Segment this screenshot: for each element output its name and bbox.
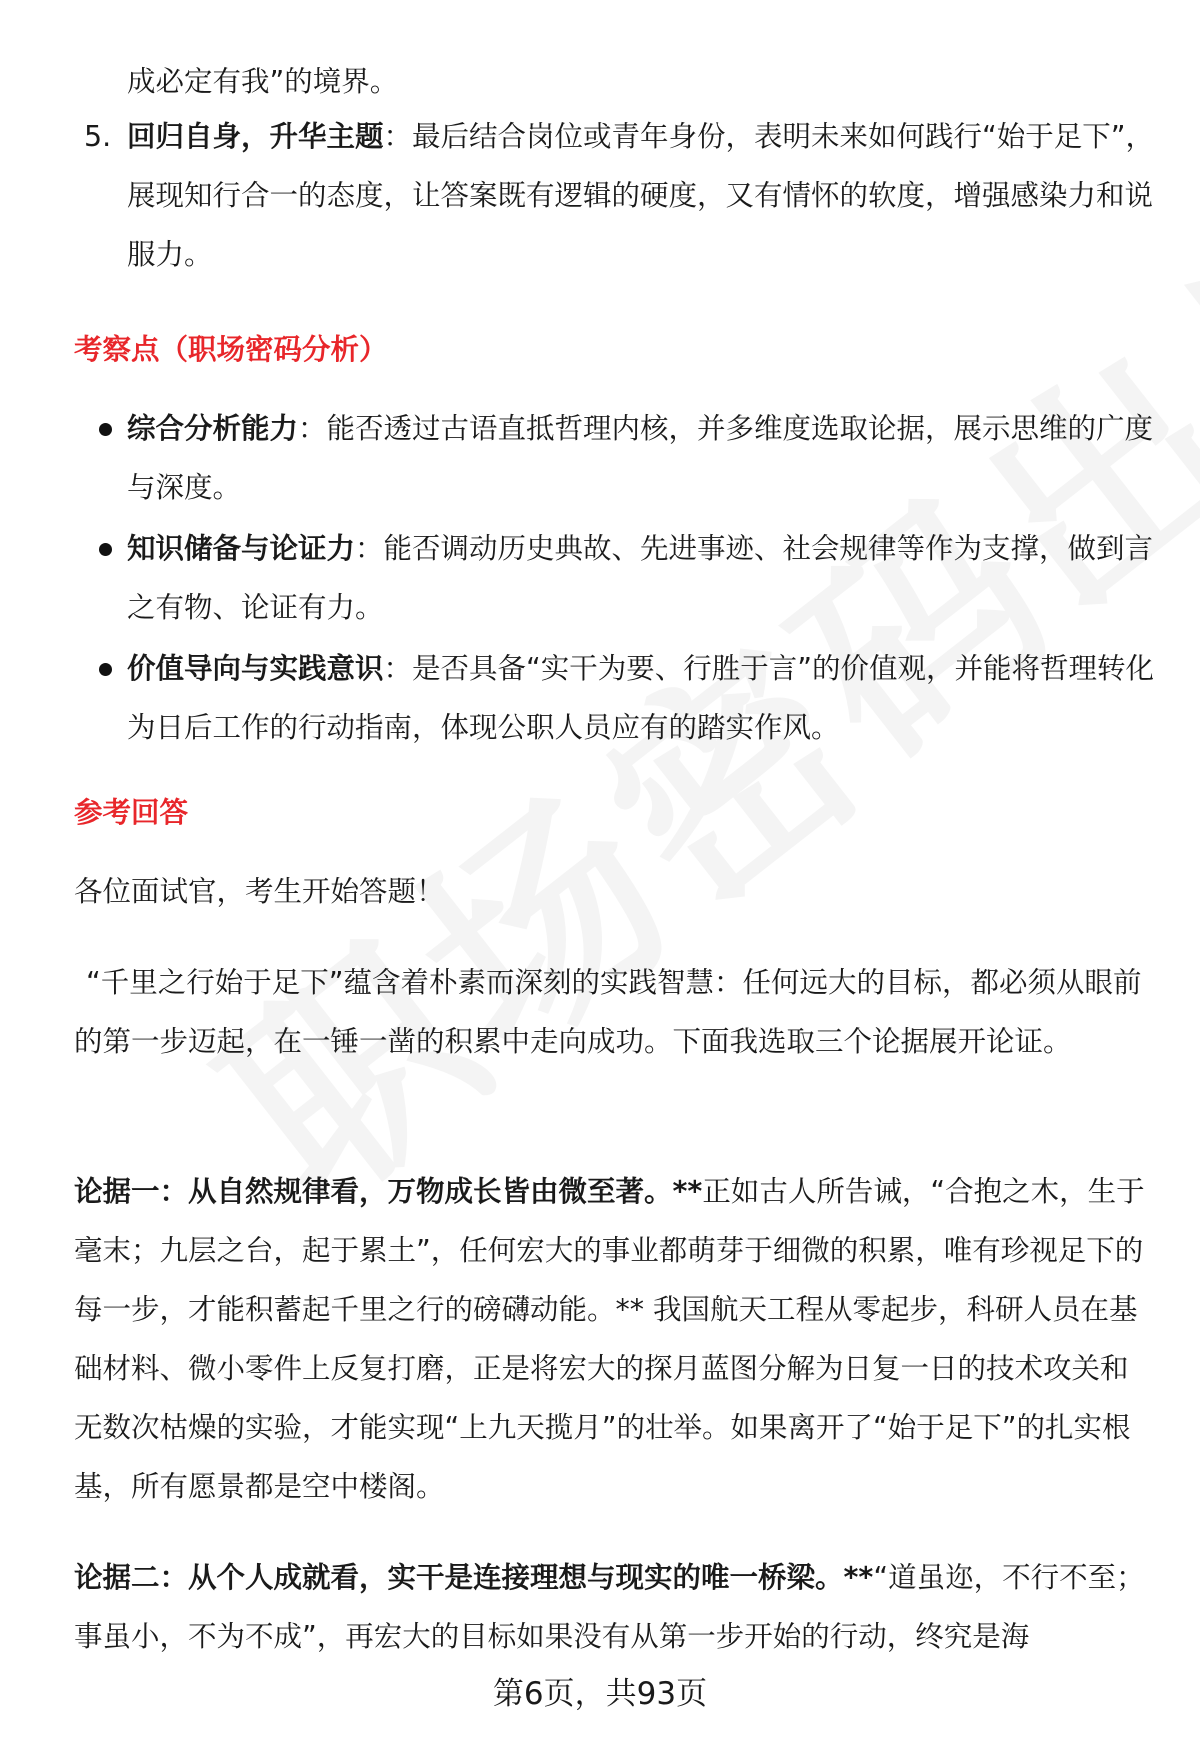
argument-1 [74, 1162, 1154, 1516]
page-footer: 第6页，共93页 [492, 1676, 708, 1712]
item5-bold: 回归自身，升华主题 [127, 120, 384, 153]
item5-paragraph [127, 107, 1155, 284]
kcd-item-1-text: ：能否透过古语直抵哲理内核，并多维度选取论据，展示思维的广度与深度。 [127, 412, 1154, 504]
heading-cankaohuida: 参考回答 [74, 796, 189, 829]
argument-2-bold: 论据二：从个人成就看，实干是连接理想与现实的唯一桥梁。** [74, 1561, 874, 1594]
kcd-item-3-bold: 价值导向与实践意识 [127, 652, 384, 685]
item5-text: ：最后结合岗位或青年身份，表明未来如何践行“始于足下”，展现知行合一的态度，让答案既有逻辑的硬度，又有情怀的软度，增强感染力和说服力。 [127, 120, 1155, 271]
greeting: 各位面试官，考生开始答题！ [74, 875, 445, 908]
bullet-dot [99, 543, 112, 556]
argument-2 [74, 1548, 1154, 1666]
argument-1-text: 正如古人所告诫，“合抱之木，生于毫末；九层之台，起于累土”，任何宏大的事业都萌芽于细微的积累，唯有珍视足下的每一步，才能积蓄起千里之行的磅礴动能。** 我国航天工程从零起步，科研人员在基础材料、微小零件上反复打磨，正是将宏大的探月蓝图分解为日复一日的技术攻关和无数次枯燥的实验，才能实现“上九天揽月”的壮举。如果离开了“始于足下”的扎实根基，所有愿景都是空中楼阁。 [74, 1175, 1145, 1503]
kcd-item-2-bold: 知识储备与论证力 [127, 532, 356, 565]
kcd-item-3-text: ：是否具备“实干为要、行胜于言”的价值观，并能将哲理转化为日后工作的行动指南，体现公职人员应有的踏实作风。 [127, 652, 1155, 744]
bullet-dot [99, 663, 112, 676]
item5-number: 5. [84, 120, 112, 153]
kcd-item-2-text: ：能否调动历史典故、先进事迹、社会规律等作为支撑，做到言之有物、论证有力。 [127, 532, 1154, 624]
argument-2-text: “道虽迩，不行不至；事虽小，不为不成”，再宏大的目标如果没有从第一步开始的行动，终究是海 [74, 1561, 1145, 1653]
argument-1-bold: 论据一：从自然规律看，万物成长皆由微至著。** [74, 1175, 703, 1208]
kcd-item-1-bold: 综合分析能力 [127, 412, 299, 445]
kcd-item-2 [127, 519, 1155, 637]
kcd-item-1 [127, 399, 1155, 517]
bullet-dot [99, 423, 112, 436]
item4-tail: 成必定有我”的境界。 [127, 65, 399, 98]
kcd-item-3 [127, 639, 1155, 757]
heading-kaochadian: 考察点（职场密码分析） [74, 333, 388, 366]
intro-paragraph: “千里之行始于足下”蕴含着朴素而深刻的实践智慧：任何远大的目标，都必须从眼前的第一步迈起，在一锤一凿的积累中走向成功。下面我选取三个论据展开论证。 [74, 966, 1142, 1058]
